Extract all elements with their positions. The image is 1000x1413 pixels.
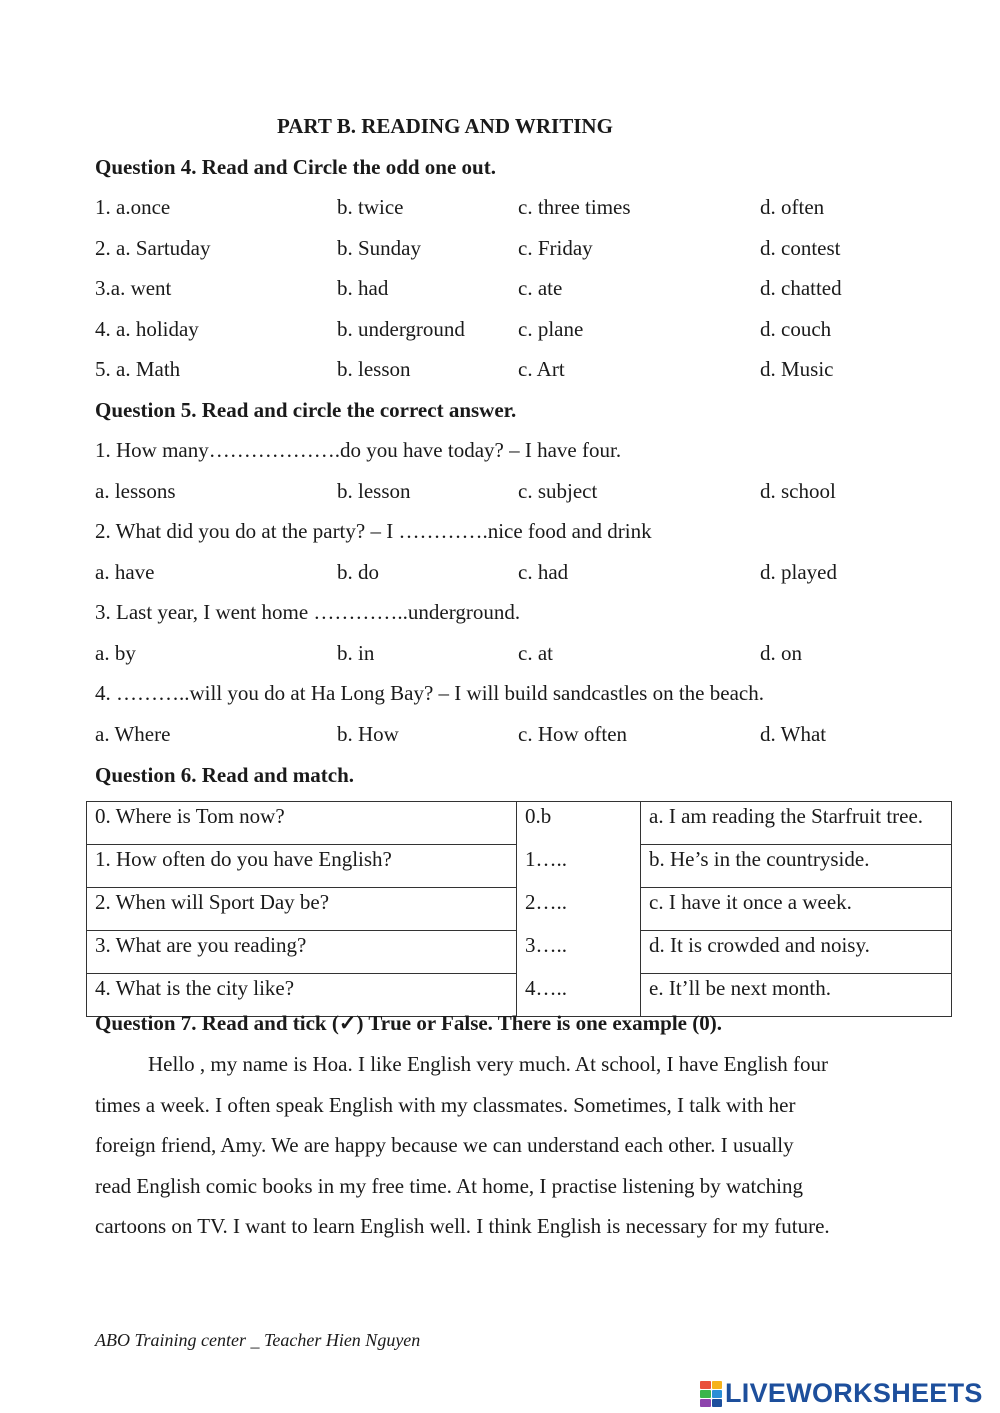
logo-square [700,1390,711,1398]
q4-option[interactable]: b. lesson [337,357,411,381]
match-answer-blank[interactable]: 4….. [517,974,641,1017]
match-question: 0. Where is Tom now? [87,802,517,845]
q5-option[interactable]: b. How [337,722,399,746]
q4-option[interactable]: d. chatted [760,276,842,300]
q4-option[interactable]: b. underground [337,317,465,341]
match-answer-option: a. I am reading the Starfruit tree. [641,802,952,845]
q5-question: 2. What did you do at the party? – I ………….nice food and drink [95,519,652,543]
question-6-title: Question 6. Read and match. [95,763,355,787]
match-answer-blank[interactable]: 1….. [517,845,641,888]
q4-row [95,236,955,266]
q4-option[interactable]: b. twice [337,195,404,219]
q4-option[interactable]: 4. a. holiday [95,317,199,341]
q5-option[interactable]: d. played [760,560,837,584]
q4-option[interactable]: b. Sunday [337,236,421,260]
q5-option[interactable]: d. school [760,479,836,503]
q4-option[interactable]: c. plane [518,317,584,341]
match-answer-option: d. It is crowded and noisy. [641,931,952,974]
match-question: 1. How often do you have English? [87,845,517,888]
q5-option[interactable]: c. How often [518,722,628,746]
q5-options-row [95,560,955,590]
match-answer-option: c. I have it once a week. [641,888,952,931]
question-5-title: Question 5. Read and circle the correct answer. [95,398,517,422]
liveworksheets-brand [700,1378,983,1409]
logo-square [700,1381,711,1389]
passage-line: times a week. I often speak English with my classmates. Sometimes, I talk with her [95,1092,796,1117]
q4-row [95,195,955,225]
match-table [86,801,952,1017]
q4-option[interactable]: 5. a. Math [95,357,181,381]
q5-option[interactable]: d. What [760,722,827,746]
match-answer-blank[interactable]: 3….. [517,931,641,974]
match-question: 4. What is the city like? [87,974,517,1017]
q5-question: 4. ………..will you do at Ha Long Bay? – I will build sandcastles on the beach. [95,681,764,705]
passage-line: cartoons on TV. I want to learn English well. I think English is necessary for my future. [95,1214,830,1239]
q5-question: 3. Last year, I went home …………..underground. [95,600,521,624]
match-row [87,802,952,845]
match-answer-blank[interactable]: 2….. [517,888,641,931]
logo-square [700,1399,711,1407]
q5-question: 1. How many……………….do you have today? – I have four. [95,438,622,462]
match-question: 2. When will Sport Day be? [87,888,517,931]
q4-option[interactable]: d. couch [760,317,832,341]
q5-option[interactable]: b. in [337,641,375,665]
q5-option[interactable]: b. do [337,560,379,584]
passage-line: Hello , my name is Hoa. I like English very much. At school, I have English four [148,1052,829,1076]
q5-options-row [95,641,955,671]
q4-option[interactable]: c. Friday [518,236,593,260]
q5-option[interactable]: a. Where [95,722,171,746]
brand-text: LIVEWORKSHEETS [725,1378,983,1408]
logo-square [712,1399,723,1407]
match-row [87,845,952,888]
q5-options-row [95,722,955,752]
q4-option[interactable]: d. often [760,195,825,219]
q5-option[interactable]: d. on [760,641,802,665]
liveworksheets-logo-icon [700,1381,722,1407]
q5-option[interactable]: c. had [518,560,569,584]
q4-option[interactable]: 1. a.once [95,195,171,219]
q5-option[interactable]: c. at [518,641,553,665]
q5-option[interactable]: a. lessons [95,479,176,503]
q4-option[interactable]: d. contest [760,236,841,260]
q4-option[interactable]: 3.a. went [95,276,172,300]
match-row [87,931,952,974]
passage-line: read English comic books in my free time. At home, I practise listening by watching [95,1173,804,1198]
q5-options-row [95,479,955,509]
q4-option[interactable]: c. Art [518,357,565,381]
q5-option[interactable]: c. subject [518,479,598,503]
question-4-title: Question 4. Read and Circle the odd one out. [95,155,496,179]
part-title: PART B. READING AND WRITING [277,114,613,138]
q4-row [95,357,955,387]
q4-row [95,276,955,306]
match-answer-option: b. He’s in the countryside. [641,845,952,888]
match-row [87,888,952,931]
q4-row [95,317,955,347]
logo-square [712,1381,723,1389]
q4-option[interactable]: c. ate [518,276,563,300]
footer-credit: ABO Training center _ Teacher Hien Nguyen [95,1330,421,1350]
reading-passage [95,1044,935,1247]
q5-option[interactable]: b. lesson [337,479,411,503]
q5-option[interactable]: a. by [95,641,136,665]
question-7-title: Question 7. Read and tick (✓) True or False. There is one example (0). [95,1011,722,1035]
logo-square [712,1390,723,1398]
match-answer-blank[interactable]: 0.b [517,802,641,845]
match-answer-option: e. It’ll be next month. [641,974,952,1017]
q4-option[interactable]: b. had [337,276,389,300]
passage-line: foreign friend, Amy. We are happy because we can understand each other. I usually [95,1133,794,1158]
q4-option[interactable]: d. Music [760,357,834,381]
q4-option[interactable]: c. three times [518,195,631,219]
match-question: 3. What are you reading? [87,931,517,974]
q5-option[interactable]: a. have [95,560,155,584]
q4-option[interactable]: 2. a. Sartuday [95,236,211,260]
